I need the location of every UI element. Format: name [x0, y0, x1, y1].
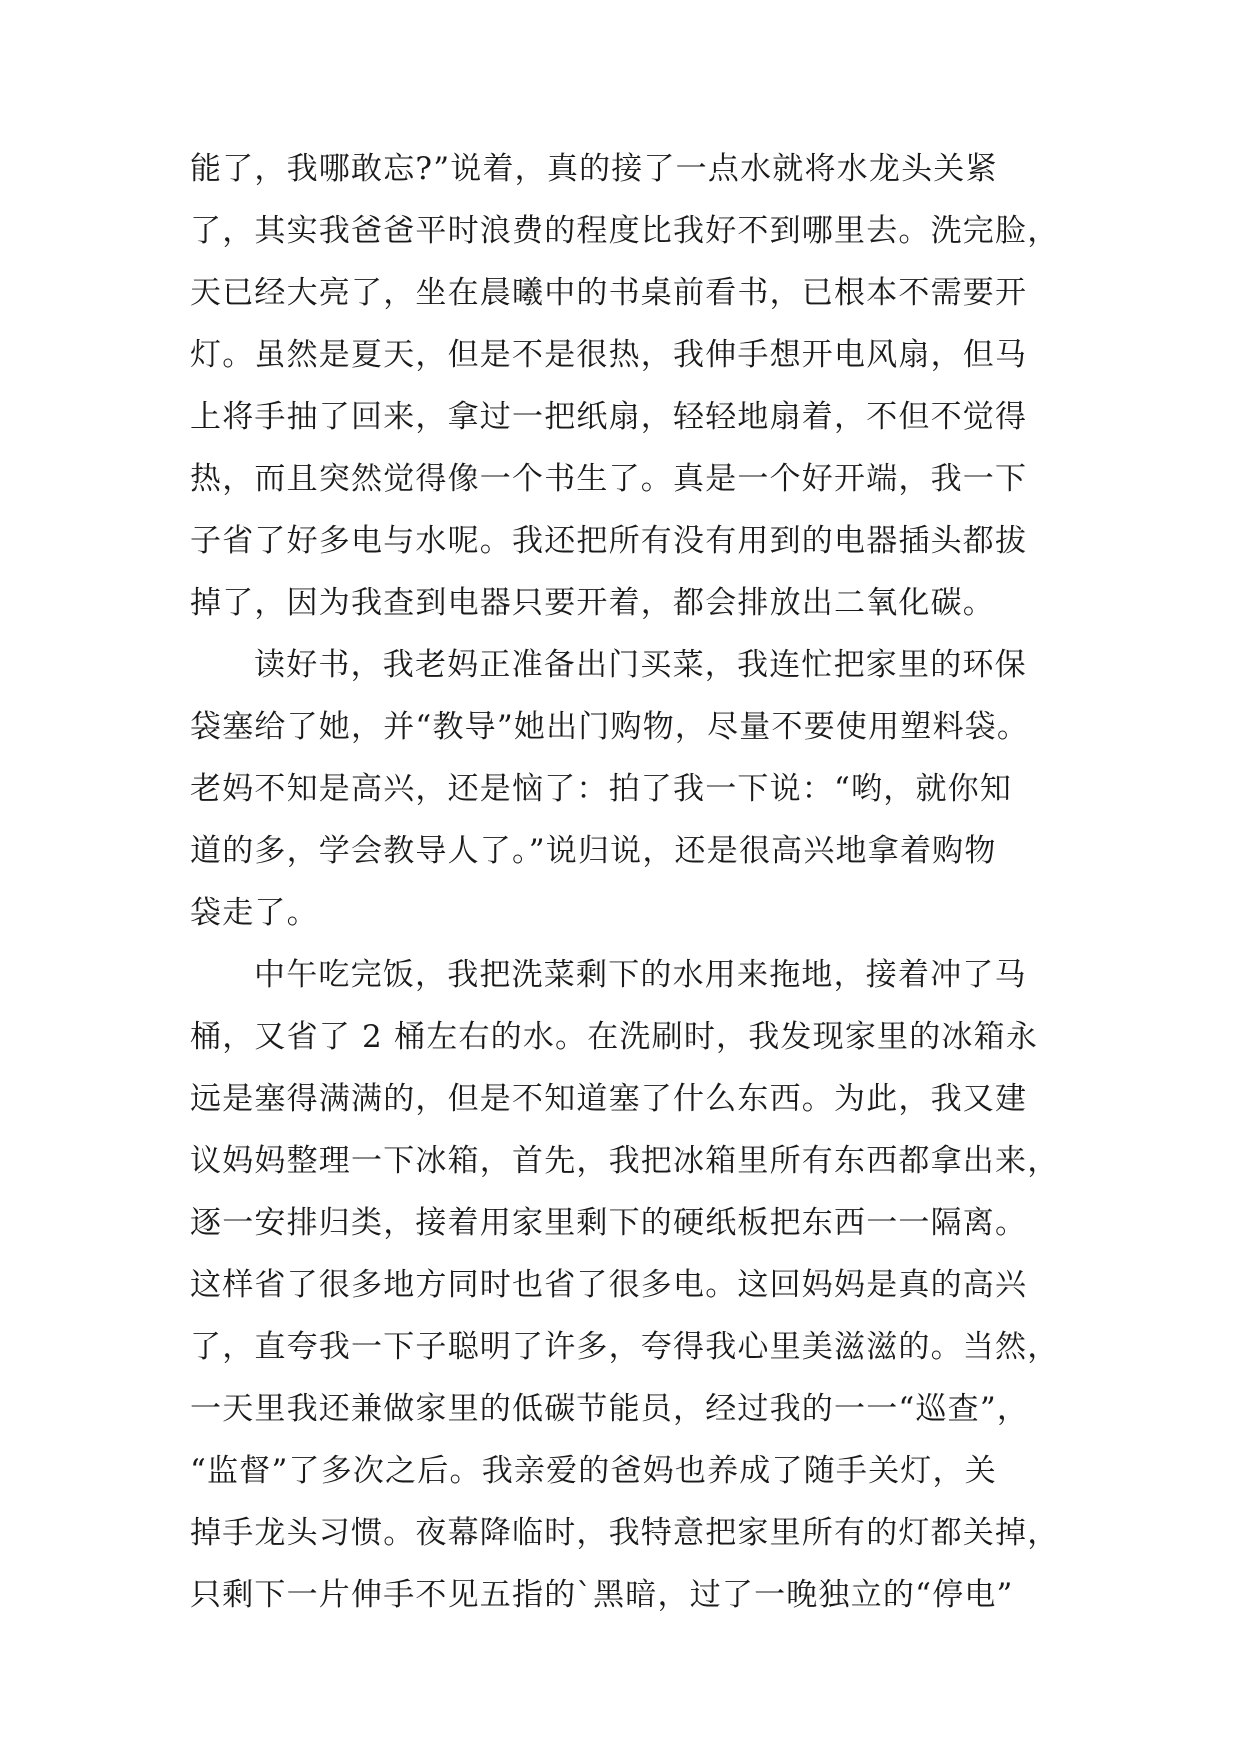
text-line: 远是塞得满满的，但是不知道塞了什么东西。为此，我又建	[190, 1081, 1028, 1117]
text-line: 袋塞给了她，并“教导”她出门购物，尽量不要使用塑料袋。	[190, 709, 1030, 745]
text-line: 一天里我还兼做家里的低碳节能员，经过我的一一“巡查”，	[190, 1391, 1030, 1427]
text-line: 了，其实我爸爸平时浪费的程度比我好不到哪里去。洗完脸，	[190, 213, 1060, 249]
text-line: 天已经大亮了，坐在晨曦中的书桌前看书，已根本不需要开	[190, 275, 1028, 311]
text-line: 议妈妈整理一下冰箱，首先，我把冰箱里所有东西都拿出来，	[190, 1143, 1060, 1179]
text-line: 了，直夸我一下子聪明了许多，夸得我心里美滋滋的。当然，	[190, 1329, 1060, 1365]
text-line: 热，而且突然觉得像一个书生了。真是一个好开端，我一下	[190, 461, 1028, 497]
text-line: 这样省了很多地方同时也省了很多电。这回妈妈是真的高兴	[190, 1267, 1028, 1303]
text-line: 子省了好多电与水呢。我还把所有没有用到的电器插头都拔	[190, 523, 1028, 559]
text-line: 袋走了。	[190, 895, 319, 931]
text-line: 逐一安排归类，接着用家里剩下的硬纸板把东西一一隔离。	[190, 1205, 1028, 1241]
paragraph-first-line: 中午吃完饭，我把洗菜剩下的水用来拖地，接着冲了马	[254, 957, 1027, 993]
text-line: “监督”了多次之后。我亲爱的爸妈也养成了随手关灯，关	[190, 1453, 997, 1489]
text-line: 能了，我哪敢忘?”说着，真的接了一点水就将水龙头关紧	[190, 151, 998, 187]
text-line: 道的多，学会教导人了。”说归说，还是很高兴地拿着购物	[190, 833, 997, 869]
text-line: 灯。虽然是夏天，但是不是很热，我伸手想开电风扇，但马	[190, 337, 1028, 373]
text-line: 上将手抽了回来，拿过一把纸扇，轻轻地扇着，不但不觉得	[190, 399, 1028, 435]
paragraph-first-line: 读好书，我老妈正准备出门买菜，我连忙把家里的环保	[254, 647, 1027, 683]
text-line: 掉了，因为我查到电器只要开着，都会排放出二氧化碳。	[190, 585, 995, 621]
text-line: 只剩下一片伸手不见五指的`黑暗，过了一晚独立的“停电”	[190, 1577, 1014, 1613]
text-line: 掉手龙头习惯。夜幕降临时，我特意把家里所有的灯都关掉，	[190, 1515, 1060, 1551]
text-line: 老妈不知是高兴，还是恼了：拍了我一下说：“哟，就你知	[190, 771, 1013, 807]
text-line: 桶，又省了 2 桶左右的水。在洗刷时，我发现家里的冰箱永	[190, 1019, 1039, 1055]
